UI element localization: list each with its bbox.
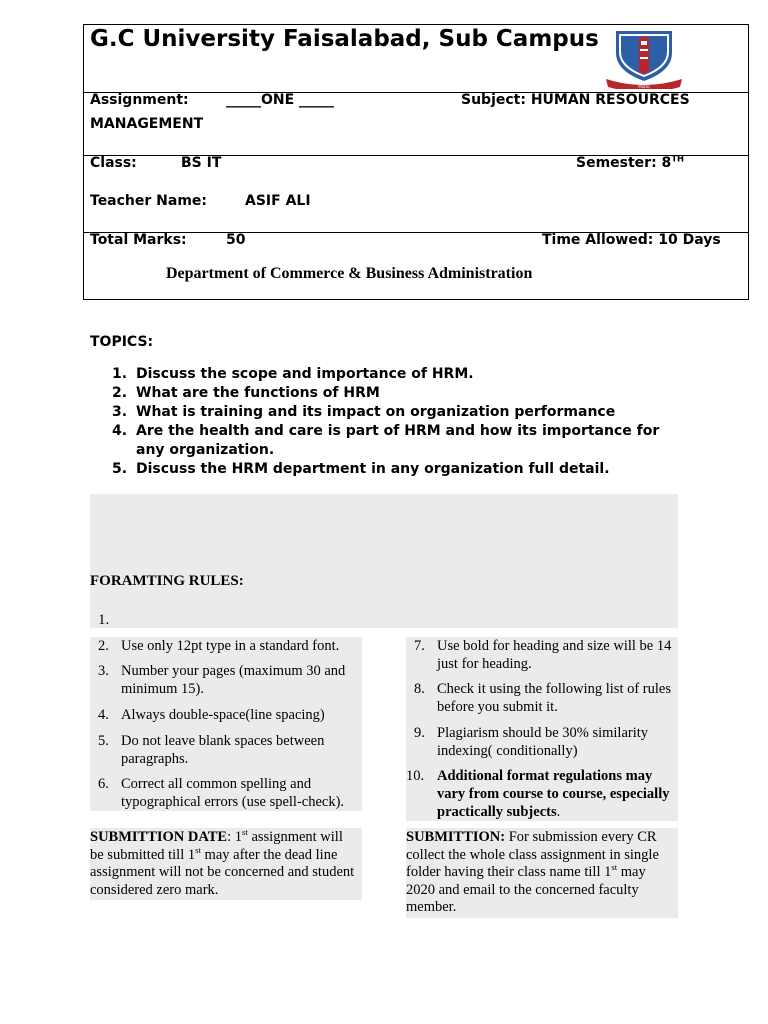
crest-banner-text: Motto bbox=[638, 84, 650, 89]
topic-number: 2. bbox=[112, 385, 128, 401]
topic-item bbox=[112, 403, 672, 422]
rule-number: 7. bbox=[414, 638, 425, 654]
rule-item bbox=[414, 680, 676, 716]
rule-number: 8. bbox=[414, 681, 425, 697]
rule-item bbox=[414, 724, 676, 760]
rule-trail: . bbox=[556, 804, 561, 820]
rule-number: 4. bbox=[98, 707, 109, 723]
rule-number: 5. bbox=[98, 733, 109, 749]
topics-list bbox=[112, 365, 672, 479]
topic-text: Are the health and care is part of HRM and how its importance for any organization. bbox=[136, 423, 660, 458]
rule-text: Plagiarism should be 30% similarity indexing( conditionally) bbox=[437, 725, 649, 759]
submission-label: SUBMITTION: bbox=[406, 829, 506, 845]
topic-item bbox=[112, 384, 672, 403]
formatting-first-number: 1. bbox=[98, 612, 110, 628]
teacher-value: ASIF ALI bbox=[245, 193, 311, 209]
university-title: G.C University Faisalabad, Sub Campus bbox=[90, 26, 599, 52]
department-name: Department of Commerce & Business Administration bbox=[166, 265, 533, 282]
rule-number: 3. bbox=[98, 663, 109, 679]
assignment-label: Assignment: bbox=[90, 92, 189, 108]
text-run: may 2020 and email to the concerned faculty member. bbox=[406, 864, 646, 915]
semester-sup: TH bbox=[671, 153, 685, 164]
topic-text: What is training and its impact on organization performance bbox=[136, 404, 616, 420]
rule-text: Correct all common spelling and typographical errors (use spell-check). bbox=[121, 776, 345, 810]
university-crest-logo bbox=[604, 27, 684, 89]
marks-label: Total Marks: bbox=[90, 232, 187, 248]
rule-text: Check it using the following list of rules before you submit it. bbox=[437, 681, 671, 715]
text-run: assignment will be submitted till 1 bbox=[90, 829, 343, 863]
semester-label bbox=[576, 155, 684, 171]
text-run: For submission every CR collect the whole class assignment in single folder having their class name till 1 bbox=[406, 829, 659, 880]
rule-item bbox=[98, 637, 360, 655]
rule-text: Use bold for heading and size will be 14 just for heading. bbox=[437, 638, 672, 672]
topic-number: 4. bbox=[112, 423, 128, 439]
topic-text: What are the functions of HRM bbox=[136, 385, 380, 401]
rule-text: Do not leave blank spaces between paragraphs. bbox=[121, 733, 325, 767]
rule-item bbox=[98, 775, 360, 811]
topic-item bbox=[112, 460, 672, 479]
topic-text: Discuss the HRM department in any organization full detail. bbox=[136, 461, 610, 477]
rule-number: 6. bbox=[98, 776, 109, 792]
rule-item bbox=[98, 732, 360, 768]
text-run: may after the dead line assignment will not be concerned and student considered zero mark. bbox=[90, 846, 355, 898]
marks-value: 50 bbox=[226, 232, 246, 248]
rule-number: 2. bbox=[98, 638, 109, 654]
header-row-assignment bbox=[84, 92, 748, 156]
topic-item bbox=[112, 365, 672, 384]
submission-date-text bbox=[90, 829, 360, 899]
rule-text-bold: Additional format regulations may vary from course to course, especially practically subjects bbox=[437, 768, 670, 820]
submission-date-label: SUBMITTION DATE bbox=[90, 829, 228, 845]
rule-text: Use only 12pt type in a standard font. bbox=[121, 638, 340, 654]
assignment-value: _____ONE _____ bbox=[226, 92, 335, 108]
rule-number: 10. bbox=[406, 768, 425, 784]
topic-number: 1. bbox=[112, 366, 128, 382]
submission-text bbox=[406, 829, 676, 917]
formatting-heading: FORAMTING RULES: bbox=[90, 573, 244, 589]
rule-item bbox=[414, 637, 676, 673]
text-run: : 1 bbox=[227, 829, 243, 845]
rule-item bbox=[406, 767, 678, 821]
topic-number: 5. bbox=[112, 461, 128, 477]
header-table bbox=[83, 24, 749, 300]
rule-text: Always double-space(line spacing) bbox=[121, 707, 325, 723]
rule-text: Number your pages (maximum 30 and minimum 15). bbox=[121, 663, 346, 697]
text-sup: st bbox=[242, 827, 248, 838]
formatting-rules-panel bbox=[90, 494, 678, 628]
teacher-label: Teacher Name: bbox=[90, 193, 208, 209]
rule-item bbox=[98, 662, 360, 698]
rule-item bbox=[98, 706, 360, 724]
semester-text: Semester: 8 bbox=[576, 155, 672, 171]
time-allowed: Time Allowed: 10 Days bbox=[542, 232, 721, 248]
text-sup: st bbox=[195, 844, 201, 855]
header-row-marks bbox=[84, 232, 748, 300]
header-row-university bbox=[84, 25, 748, 93]
rule-number: 9. bbox=[414, 725, 425, 741]
class-value: BS IT bbox=[181, 155, 222, 171]
header-row-class bbox=[84, 155, 748, 233]
topic-text: Discuss the scope and importance of HRM. bbox=[136, 366, 474, 382]
topic-number: 3. bbox=[112, 404, 128, 420]
topic-item bbox=[112, 422, 672, 460]
text-sup: st bbox=[611, 862, 618, 873]
class-label: Class: bbox=[90, 155, 137, 171]
subject-label: Subject: HUMAN RESOURCES bbox=[461, 92, 690, 108]
topics-heading: TOPICS: bbox=[90, 334, 154, 350]
subject-continuation: MANAGEMENT bbox=[90, 116, 204, 132]
